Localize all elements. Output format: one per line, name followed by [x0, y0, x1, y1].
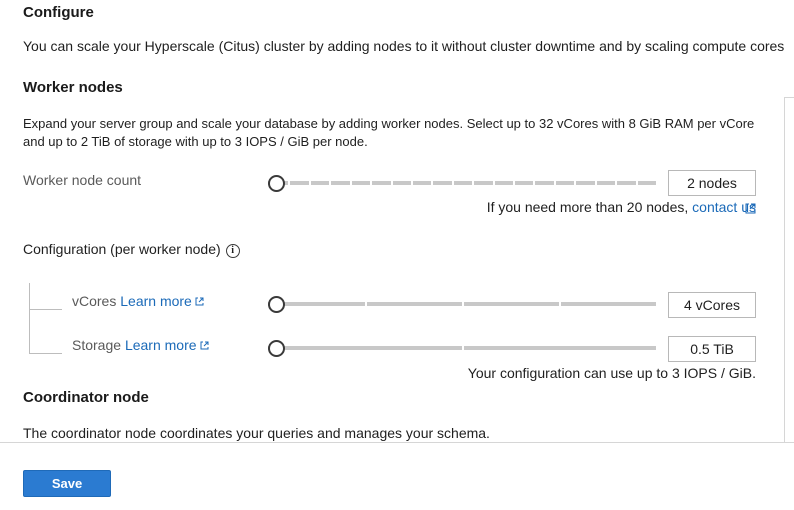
iops-note: Your configuration can use up to 3 IOPS / GiB. — [467, 365, 756, 381]
contact-note — [487, 199, 756, 215]
slider-tick — [595, 181, 597, 185]
worker-nodes-description: Expand your server group and scale your database by adding worker nodes. Select up to 32 vCores with 8 GiB RAM per vCore and up to 2 TiB of storage with up to 3 IOPS / GiB per node. — [23, 116, 755, 149]
storage-label: Storage — [72, 337, 122, 353]
slider-tick — [462, 346, 464, 350]
vcores-label-row — [72, 293, 204, 309]
slider-tick — [391, 181, 393, 185]
slider-tick — [636, 181, 638, 185]
side-panel-edge — [784, 97, 794, 443]
worker-nodes-heading: Worker nodes — [23, 79, 123, 96]
storage-slider[interactable] — [268, 338, 656, 358]
external-link-icon[interactable] — [195, 297, 204, 306]
tree-connector-vcores — [29, 309, 62, 310]
slider-tick — [533, 181, 535, 185]
tree-connector-vertical — [29, 283, 30, 354]
vcores-value[interactable]: 4 vCores — [668, 292, 756, 318]
vcores-slider[interactable] — [268, 294, 656, 314]
slider-tick — [493, 181, 495, 185]
contact-us-link[interactable]: contact us — [692, 199, 756, 215]
save-button[interactable]: Save — [23, 470, 111, 497]
vcores-label: vCores — [72, 293, 117, 309]
slider-tick — [431, 181, 433, 185]
info-icon[interactable]: i — [226, 244, 240, 258]
slider-tick — [452, 181, 454, 185]
external-link-icon[interactable] — [200, 341, 209, 350]
configure-heading: Configure — [23, 4, 94, 21]
slider-tick — [288, 181, 290, 185]
configuration-label: Configuration (per worker node) — [23, 241, 221, 257]
slider-tick — [309, 181, 311, 185]
slider-thumb[interactable] — [268, 296, 285, 313]
slider-tick — [370, 181, 372, 185]
worker-node-count-label: Worker node count — [23, 172, 142, 188]
tree-connector-storage — [29, 353, 62, 354]
slider-tick — [472, 181, 474, 185]
coordinator-node-heading: Coordinator node — [23, 389, 149, 406]
slider-tick — [554, 181, 556, 185]
slider-tick — [411, 181, 413, 185]
footer-divider — [0, 442, 794, 443]
slider-track — [268, 181, 656, 185]
slider-tick — [365, 302, 367, 306]
slider-thumb[interactable] — [268, 340, 285, 357]
worker-node-count-slider[interactable] — [268, 173, 656, 193]
slider-tick — [350, 181, 352, 185]
slider-tick — [559, 302, 561, 306]
configuration-label-row — [23, 241, 240, 258]
storage-learn-more-link[interactable]: Learn more — [124, 337, 197, 353]
slider-tick — [329, 181, 331, 185]
storage-label-row — [72, 337, 209, 353]
contact-note-text: If you need more than 20 nodes, — [486, 199, 689, 215]
configure-intro-text: You can scale your Hyperscale (Citus) cluster by adding nodes to it without cluster downtime and by scaling compute cores — [23, 38, 785, 54]
slider-tick — [462, 302, 464, 306]
slider-tick — [574, 181, 576, 185]
coordinator-node-description: The coordinator node coordinates your queries and manages your schema. — [23, 425, 490, 441]
slider-tick — [615, 181, 617, 185]
vcores-learn-more-link[interactable]: Learn more — [120, 293, 192, 309]
external-link-icon[interactable] — [745, 201, 756, 219]
storage-value[interactable]: 0.5 TiB — [668, 336, 756, 362]
slider-thumb[interactable] — [268, 175, 285, 192]
worker-node-count-value[interactable]: 2 nodes — [668, 170, 756, 196]
slider-tick — [513, 181, 515, 185]
